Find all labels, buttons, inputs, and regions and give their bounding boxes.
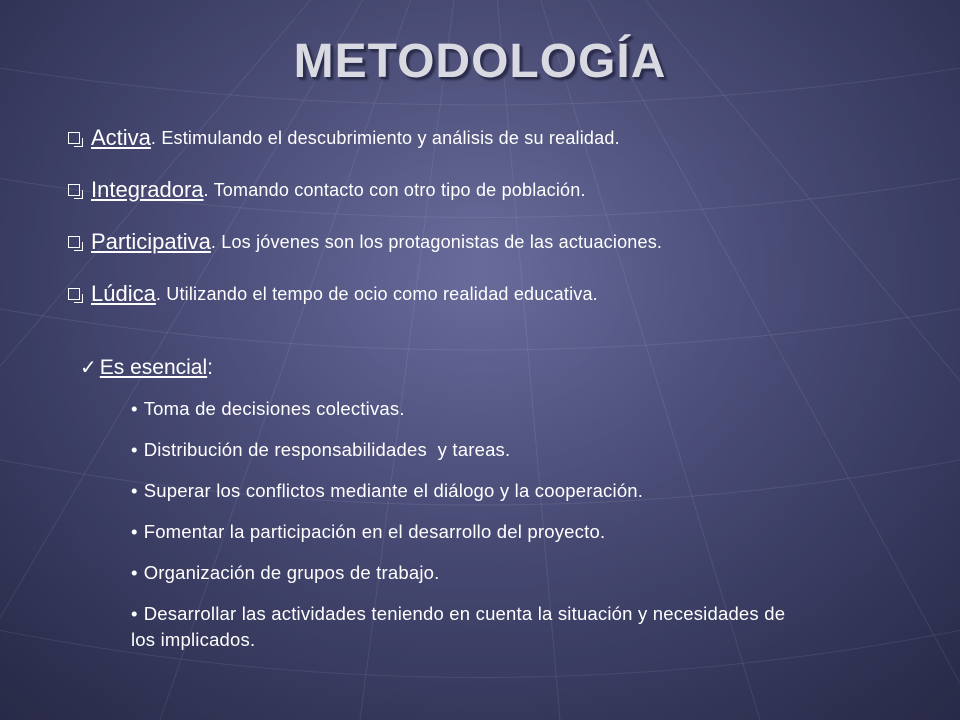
bullet-text: Toma de decisiones colectivas. (143, 398, 405, 419)
list-item (68, 268, 948, 320)
list-item (68, 112, 948, 164)
bullet-dot-icon: • (131, 398, 138, 419)
list-item (68, 216, 948, 268)
slide-title: METODOLOGÍA (293, 35, 667, 88)
methodology-list (68, 112, 948, 320)
checkbox-bullet-icon (68, 288, 80, 300)
bullet-dot-icon: • (131, 521, 138, 542)
bullet-dot-icon: • (131, 562, 138, 583)
method-term: Activa (91, 125, 151, 150)
method-term: Participativa (91, 229, 211, 254)
essential-colon: : (207, 356, 213, 379)
method-description: . Utilizando el tempo de ocio como realidad educativa. (155, 283, 598, 304)
bullet-dot-icon: • (131, 603, 138, 624)
list-item (68, 164, 948, 216)
method-term: Lúdica (91, 281, 156, 306)
bullet-dot-icon: • (131, 439, 138, 460)
list-item (131, 601, 811, 653)
checkbox-bullet-icon (68, 132, 80, 144)
bullet-text: Distribución de responsabilidades y tareas. (143, 439, 511, 460)
checkmark-icon: ✓ (80, 357, 97, 379)
essential-bullet-list (131, 396, 811, 668)
checkbox-bullet-icon (68, 184, 80, 196)
bullet-text: Desarrollar las actividades teniendo en cuenta la situación y necesidades de los implicados. (131, 603, 786, 650)
method-description: . Tomando contacto con otro tipo de población. (203, 179, 586, 200)
method-description: . Los jóvenes son los protagonistas de las actuaciones. (210, 231, 663, 252)
essential-label: Es esencial (99, 356, 208, 379)
bullet-text: Organización de grupos de trabajo. (143, 562, 440, 583)
checkbox-bullet-icon (68, 236, 80, 248)
list-item (131, 478, 811, 504)
method-term: Integradora (91, 177, 204, 202)
list-item (131, 519, 811, 545)
list-item (131, 560, 811, 586)
bullet-text: Superar los conflictos mediante el diálogo y la cooperación. (143, 480, 644, 501)
essential-heading (80, 355, 213, 380)
bullet-dot-icon: • (131, 480, 138, 501)
list-item (131, 437, 811, 463)
list-item (131, 396, 811, 422)
bullet-text: Fomentar la participación en el desarrollo del proyecto. (143, 521, 606, 542)
method-description: . Estimulando el descubrimiento y análisis de su realidad. (150, 127, 620, 148)
